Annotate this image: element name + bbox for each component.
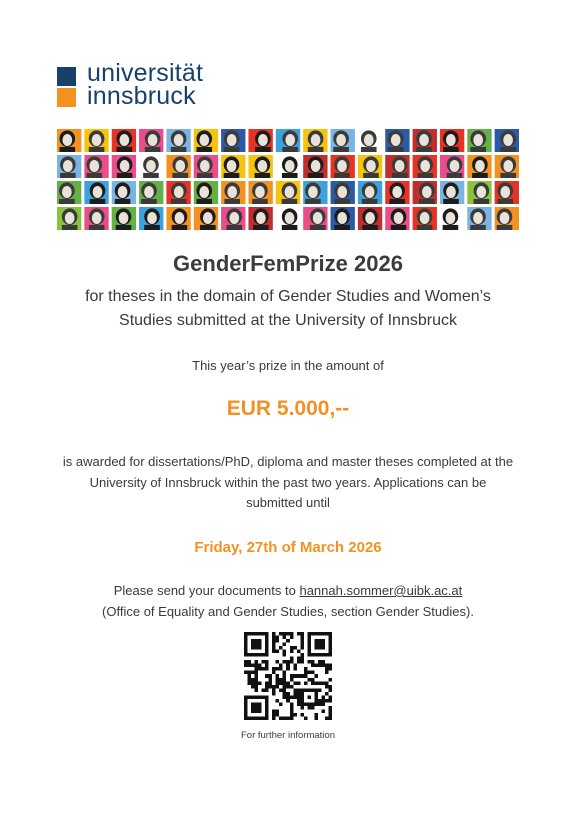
logo-wordmark [87,59,204,110]
portrait-tile [385,181,409,204]
portrait-tile [112,129,136,152]
prize-intro: This year’s prize in the amount of [192,358,384,373]
portrait-tile [139,155,163,178]
portrait-tile [385,129,409,152]
portrait-tile [413,155,437,178]
portrait-mosaic [57,129,519,230]
portrait-tile [84,129,108,152]
portrait-tile [166,181,190,204]
eligibility-line-3: submitted until [246,495,330,510]
portrait-mosaic-graphic [57,129,519,230]
subtitle-line-2: Studies submitted at the University of Innsbruck [119,312,457,329]
portrait-tile [112,155,136,178]
portrait-tile [194,155,218,178]
portrait-tile [358,155,382,178]
portrait-tile [166,129,190,152]
portrait-tile [112,181,136,204]
portrait-tile [440,129,464,152]
logo-square-blue [57,67,76,86]
portrait-tile [331,207,355,230]
portrait-tile [84,181,108,204]
logo-squares [57,67,76,107]
portrait-tile [413,129,437,152]
portrait-tile [166,207,190,230]
portrait-tile [358,181,382,204]
logo-square-orange [57,88,76,107]
portrait-tile [248,181,272,204]
portrait-tile [194,129,218,152]
portrait-tile [248,129,272,152]
portrait-tile [303,155,327,178]
portrait-tile [112,207,136,230]
portrait-tile [358,129,382,152]
subtitle-line-1: for theses in the domain of Gender Studies and Women’s [85,288,491,305]
portrait-tile [221,207,245,230]
qr-code[interactable] [244,632,332,720]
portrait-tile [413,181,437,204]
portrait-tile [467,155,491,178]
portrait-tile [495,129,519,152]
portrait-tile [331,155,355,178]
portrait-tile [358,207,382,230]
logo-line-1: universität [87,59,204,87]
portrait-tile [84,207,108,230]
contact-info [0,580,576,622]
eligibility-text [0,452,576,514]
eligibility-line-2: University of Innsbruck within the past two years. Applications can be [89,474,487,490]
portrait-tile [467,207,491,230]
portrait-tile [57,129,81,152]
portrait-tile [467,129,491,152]
portrait-tile [331,129,355,152]
portrait-tile [413,207,437,230]
portrait-tile [248,155,272,178]
portrait-tile [385,155,409,178]
prize-amount: EUR 5.000,-- [226,397,350,420]
portrait-tile [495,155,519,178]
email-link[interactable]: hannah.sommer@uibk.ac.at [299,583,463,598]
portrait-tile [276,207,300,230]
portrait-tile [221,181,245,204]
portrait-tile [276,129,300,152]
portrait-tile [139,129,163,152]
portrait-tile [194,181,218,204]
portrait-tile [276,181,300,204]
portrait-tile [221,155,245,178]
office-name: (Office of Equality and Gender Studies, section Gender Studies). [102,604,474,619]
logo-line-2: innsbruck [87,82,196,110]
portrait-tile [166,155,190,178]
portrait-tile [440,181,464,204]
page-title: GenderFemPrize 2026 [173,251,403,276]
university-logo [57,59,287,112]
contact-line-1 [0,580,576,601]
portrait-tile [331,181,355,204]
portrait-tile [495,181,519,204]
portrait-tile [495,207,519,230]
portrait-tile [248,207,272,230]
portrait-tile [84,155,108,178]
portrait-tile [303,181,327,204]
portrait-tile [303,207,327,230]
portrait-tile [467,181,491,204]
eligibility-line-1: is awarded for dissertations/PhD, diploma and master theses completed at the [62,454,514,469]
portrait-tile [221,129,245,152]
portrait-tile [303,129,327,152]
portrait-tile [139,181,163,204]
portrait-tile [139,207,163,230]
subtitle [0,285,576,333]
portrait-tile [440,155,464,178]
portrait-tile [57,155,81,178]
qr-caption: For further information [241,730,335,741]
contact-prefix: Please send your documents to [113,583,300,598]
portrait-tile [440,207,464,230]
qr-code-graphic [244,632,332,720]
deadline: Friday, 27th of March 2026 [194,539,382,556]
portrait-tile [385,207,409,230]
portrait-tile [276,155,300,178]
portrait-tile [194,207,218,230]
portrait-tile [57,181,81,204]
portrait-tile [57,207,81,230]
